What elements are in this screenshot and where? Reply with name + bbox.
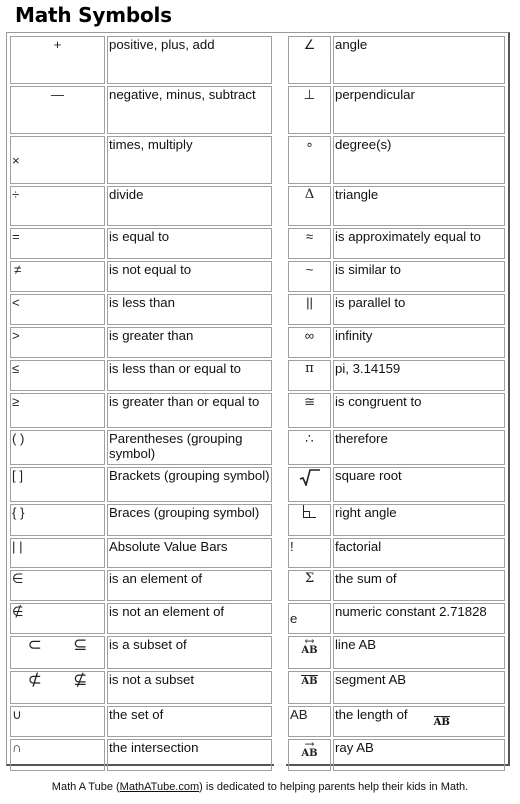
times-symbol: ×	[10, 136, 105, 184]
symbol-description	[333, 706, 505, 737]
column-gap	[274, 393, 286, 428]
table-row	[10, 570, 505, 601]
symbol-description: the intersection	[107, 739, 272, 771]
euler-constant-symbol: e	[288, 603, 331, 634]
line-ab-label: AB	[301, 645, 318, 656]
column-gap	[274, 36, 286, 84]
ray-ab-notation	[301, 740, 317, 758]
intersection-symbol: ∩	[10, 739, 105, 771]
table-row	[10, 136, 505, 184]
symbol-description: Braces (grouping symbol)	[107, 504, 272, 536]
not-subset-symbol: ⊄	[27, 671, 42, 689]
greater-than-symbol: >	[10, 327, 105, 358]
symbol-description: infinity	[333, 327, 505, 358]
column-gap	[274, 706, 286, 737]
line-ab-notation	[301, 637, 317, 655]
table-row	[10, 360, 505, 391]
segment-symbol	[288, 671, 331, 704]
table-row	[10, 504, 505, 536]
table-row	[10, 36, 505, 84]
symbol-description: positive, plus, add	[107, 36, 272, 84]
subset-symbol: ⊂	[27, 636, 42, 654]
table-row	[10, 261, 505, 292]
table-row	[10, 671, 505, 704]
symbol-description: is less than or equal to	[107, 360, 272, 391]
symbol-description: is not a subset	[107, 671, 272, 704]
symbol-description: is congruent to	[333, 393, 505, 428]
page-title: Math Symbols	[15, 3, 172, 27]
perpendicular-symbol: ⊥	[288, 86, 331, 134]
divide-symbol: ÷	[10, 186, 105, 226]
symbol-description: is approximately equal to	[333, 228, 505, 259]
symbol-description: is greater than	[107, 327, 272, 358]
ray-ab-label: AB	[301, 748, 318, 759]
symbol-description: perpendicular	[333, 86, 505, 134]
symbol-description: Parentheses (grouping symbol)	[107, 430, 272, 465]
right-arrow-icon: →	[304, 739, 315, 751]
table-row	[10, 86, 505, 134]
right-angle-symbol	[288, 504, 331, 536]
similar-symbol: ~	[288, 261, 331, 292]
symbol-description: triangle	[333, 186, 505, 226]
symbol-description: square root	[333, 467, 505, 502]
column-gap	[274, 603, 286, 634]
symbol-description: segment AB	[333, 671, 505, 704]
symbol-description: is not equal to	[107, 261, 272, 292]
symbol-description: is less than	[107, 294, 272, 325]
length-ab-symbol: AB	[288, 706, 331, 737]
parallel-symbol: ||	[288, 294, 331, 325]
degree-symbol: ∘	[288, 136, 331, 184]
symbol-description: line AB	[333, 636, 505, 669]
symbol-description: therefore	[333, 430, 505, 465]
less-or-equal-symbol: ≤	[10, 360, 105, 391]
minus-symbol: —	[10, 86, 105, 134]
symbol-description: is an element of	[107, 570, 272, 601]
not-subset-symbols	[10, 671, 105, 704]
table-row	[10, 636, 505, 669]
column-gap	[274, 739, 286, 771]
footer-note	[0, 781, 520, 793]
footer-pre: Math A Tube (	[51, 781, 120, 793]
column-gap	[274, 86, 286, 134]
symbol-description: Brackets (grouping symbol)	[107, 467, 272, 502]
length-overbar-ab: AB	[433, 717, 450, 728]
segment-ab-notation	[301, 675, 317, 686]
column-gap	[274, 570, 286, 601]
column-gap	[274, 467, 286, 502]
symbol-description: times, multiply	[107, 136, 272, 184]
symbol-description: ray AB	[333, 739, 505, 771]
symbol-description: divide	[107, 186, 272, 226]
symbol-description: angle	[333, 36, 505, 84]
table-row	[10, 430, 505, 465]
equals-symbol: =	[10, 228, 105, 259]
square-root-icon	[299, 468, 321, 486]
symbol-description: is equal to	[107, 228, 272, 259]
infinity-symbol: ∞	[288, 327, 331, 358]
table-row	[10, 603, 505, 634]
union-symbol: ∪	[10, 706, 105, 737]
not-element-of-symbol: ∉	[10, 603, 105, 634]
column-gap	[274, 294, 286, 325]
right-angle-icon	[303, 505, 316, 518]
approx-equal-symbol: ≈	[288, 228, 331, 259]
congruent-symbol: ≅	[288, 393, 331, 428]
symbol-description: numeric constant 2.71828	[333, 603, 505, 634]
not-equal-symbol: ≠	[10, 261, 105, 292]
symbols-table	[8, 34, 507, 773]
symbol-description: is similar to	[333, 261, 505, 292]
column-gap	[274, 261, 286, 292]
column-gap	[274, 327, 286, 358]
table-row	[10, 294, 505, 325]
sum-symbol: Σ	[288, 570, 331, 601]
angle-symbol: ∠	[288, 36, 331, 84]
line-symbol	[288, 636, 331, 669]
therefore-symbol: ∴	[288, 430, 331, 465]
column-gap	[274, 430, 286, 465]
greater-or-equal-symbol: ≥	[10, 393, 105, 428]
table-row	[10, 327, 505, 358]
column-gap	[274, 671, 286, 704]
segment-ab-label: AB	[301, 676, 318, 687]
symbol-description: is greater than or equal to	[107, 393, 272, 428]
table-row	[10, 706, 505, 737]
element-of-symbol: ∈	[10, 570, 105, 601]
table-row	[10, 186, 505, 226]
symbol-description: negative, minus, subtract	[107, 86, 272, 134]
symbol-description: Absolute Value Bars	[107, 538, 272, 568]
symbol-description: is parallel to	[333, 294, 505, 325]
subset-or-equal-symbol: ⊆	[73, 636, 88, 654]
factorial-symbol: !	[288, 538, 331, 568]
plus-symbol: +	[10, 36, 105, 84]
column-gap	[274, 538, 286, 568]
column-gap	[274, 504, 286, 536]
table-row	[10, 538, 505, 568]
double-arrow-icon: ↔	[304, 636, 315, 648]
pi-symbol: π	[288, 360, 331, 391]
symbol-description: is not an element of	[107, 603, 272, 634]
less-than-symbol: <	[10, 294, 105, 325]
table-row	[10, 467, 505, 502]
table-row	[10, 393, 505, 428]
absolute-value-symbol: | |	[10, 538, 105, 568]
symbol-description: degree(s)	[333, 136, 505, 184]
square-root-symbol	[288, 467, 331, 502]
column-gap	[274, 136, 286, 184]
not-subset-or-equal-symbol: ⊈	[73, 671, 88, 689]
symbol-description: the set of	[107, 706, 272, 737]
column-gap	[274, 636, 286, 669]
brackets-symbol: [ ]	[10, 467, 105, 502]
ray-symbol	[288, 739, 331, 771]
table-row	[10, 228, 505, 259]
parentheses-symbol: ( )	[10, 430, 105, 465]
mathatube-link[interactable]: MathATube.com	[119, 781, 200, 793]
symbol-description: is a subset of	[107, 636, 272, 669]
column-gap	[274, 186, 286, 226]
subset-symbols	[10, 636, 105, 669]
column-gap	[274, 228, 286, 259]
symbol-description: pi, 3.14159	[333, 360, 505, 391]
symbol-description: factorial	[333, 538, 505, 568]
symbol-description: right angle	[333, 504, 505, 536]
triangle-symbol: Δ	[288, 186, 331, 226]
column-gap	[274, 360, 286, 391]
braces-symbol: { }	[10, 504, 105, 536]
length-description: the length of	[335, 707, 408, 722]
symbol-description: the sum of	[333, 570, 505, 601]
footer-post: ) is dedicated to helping parents help their kids in Math.	[199, 781, 469, 793]
table-row	[10, 739, 505, 771]
